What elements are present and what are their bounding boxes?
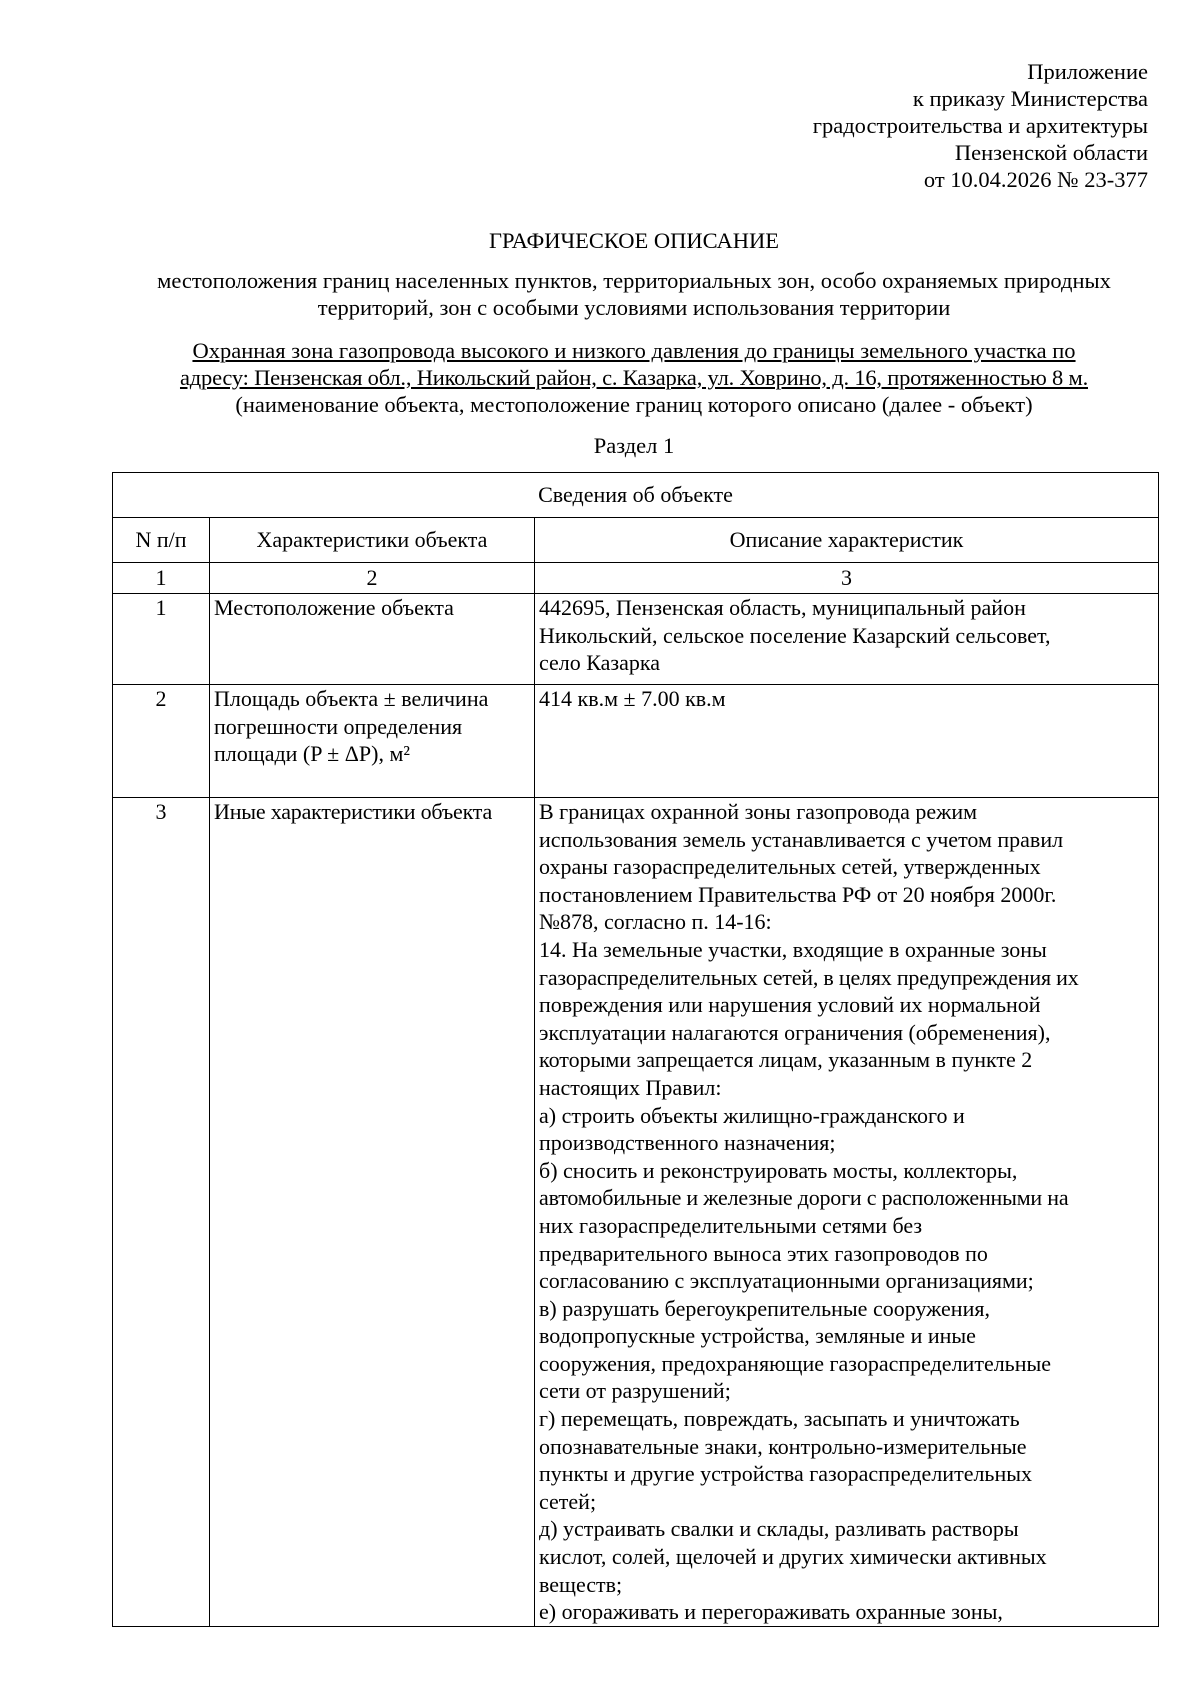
header-cell: N п/п: [113, 518, 210, 563]
object-info-table: [112, 472, 1159, 1627]
row-number: 2: [113, 685, 210, 798]
description-line: д) устраивать свалки и склады, разливать растворы: [539, 1516, 1019, 1542]
appendix-line: Приложение: [1027, 59, 1148, 84]
description-cell: [535, 685, 1159, 798]
appendix-block: [813, 58, 1148, 193]
description-cell: [535, 798, 1159, 1627]
description-line: предварительного выноса этих газопроводов по: [539, 1240, 988, 1266]
description-line: постановлением Правительства РФ от 20 ноября 2000г.: [539, 881, 1057, 907]
object-name-line: Охранная зона газопровода высокого и низкого давления до границы земельного участка по: [192, 338, 1076, 363]
characteristic-cell: [210, 685, 535, 798]
description-line: Никольский, сельское поселение Казарский сельсовет,: [539, 622, 1051, 648]
characteristic-cell: [210, 798, 535, 1627]
description-line: настоящих Правил:: [539, 1074, 722, 1100]
object-name-line: адресу: Пензенская обл., Никольский район, с. Казарка, ул. Ховрино, д. 16, протяженностью 8 м.: [179, 365, 1088, 390]
description-line: пункты и другие устройства газораспределительных: [539, 1461, 1033, 1487]
appendix-line: градостроительства и архитектуры: [812, 113, 1148, 138]
description-line: 414 кв.м ± 7.00 кв.м: [539, 686, 726, 711]
table-row: [113, 798, 1159, 1627]
description-line: которыми запрещается лицам, указанным в пункте 2: [539, 1047, 1033, 1073]
row-number: 1: [113, 594, 210, 685]
subtitle-line: местоположения границ населенных пунктов, территориальных зон, особо охраняемых природных: [157, 268, 1111, 293]
table-row: [113, 594, 1159, 685]
description-line: кислот, солей, щелочей и других химически активных: [539, 1544, 1047, 1570]
description-line: газораспределительных сетей, в целях предупреждения их: [539, 964, 1079, 990]
description-line: в) разрушать берегоукрепительные сооружения,: [539, 1295, 990, 1321]
document-subtitle: [110, 267, 1158, 321]
header-cell: Характеристики объекта: [210, 518, 535, 563]
description-line: производственного назначения;: [539, 1130, 836, 1156]
characteristic-line: Иные характеристики объекта: [214, 799, 493, 824]
characteristic-line: площади (P ± ΔP), м²: [214, 741, 410, 767]
appendix-line: Пензенской области: [954, 140, 1148, 165]
subtitle-line: территорий, зон с особыми условиями использования территории: [317, 295, 951, 320]
column-number-row: [113, 563, 1159, 594]
description-line: а) строить объекты жилищно-гражданского и: [539, 1102, 965, 1128]
characteristic-line: Местоположение объекта: [214, 595, 454, 620]
characteristic-line: погрешности определения: [214, 713, 463, 739]
column-number-cell: 2: [210, 563, 535, 594]
description-line: опознавательные знаки, контрольно-измерительные: [539, 1433, 1027, 1459]
table-row: [113, 685, 1159, 798]
description-line: е) огораживать и перегораживать охранные зоны,: [539, 1599, 1003, 1625]
description-line: согласованию с эксплуатационными организациями;: [539, 1268, 1034, 1294]
description-line: б) сносить и реконструировать мосты, коллекторы,: [539, 1157, 1018, 1183]
description-line: сетей;: [539, 1488, 597, 1514]
object-caption: (наименование объекта, местоположение границ которого описано (далее - объект): [235, 392, 1033, 417]
description-line: сети от разрушений;: [539, 1378, 731, 1404]
description-line: повреждения или нарушения условий их нормальной: [539, 992, 1041, 1018]
description-line: г) перемещать, повреждать, засыпать и уничтожать: [539, 1406, 1020, 1432]
characteristic-cell: [210, 594, 535, 685]
table-header-row: [113, 518, 1159, 563]
description-line: сооружения, предохраняющие газораспределительные: [539, 1350, 1052, 1376]
description-line: 442695, Пензенская область, муниципальный район: [539, 595, 1026, 620]
section-heading: Раздел 1: [593, 433, 675, 458]
description-line: эксплуатации налагаются ограничения (обременения),: [539, 1019, 1051, 1045]
appendix-line: к приказу Министерства: [912, 86, 1148, 111]
description-line: №878, согласно п. 14-16:: [539, 909, 772, 935]
description-line: автомобильные и железные дороги с расположенными на: [539, 1185, 1069, 1211]
column-number-cell: 3: [535, 563, 1159, 594]
description-line: В границах охранной зоны газопровода режим: [539, 799, 978, 824]
table-title-row: [113, 473, 1159, 518]
characteristic-line: Площадь объекта ± величина: [214, 686, 489, 711]
header-cell: Описание характеристик: [535, 518, 1159, 563]
row-number: 3: [113, 798, 210, 1627]
object-name: [110, 337, 1158, 391]
appendix-line: от 10.04.2026 № 23-377: [923, 167, 1148, 192]
description-line: них газораспределительными сетями без: [539, 1212, 923, 1238]
table-title: Сведения об объекте: [113, 473, 1159, 518]
description-line: охраны газораспределительных сетей, утвержденных: [539, 854, 1041, 880]
column-number-cell: 1: [113, 563, 210, 594]
description-cell: [535, 594, 1159, 685]
description-line: использования земель устанавливается с учетом правил: [539, 826, 1064, 852]
document-title: ГРАФИЧЕСКОЕ ОПИСАНИЕ: [488, 228, 780, 253]
description-line: село Казарка: [539, 650, 660, 676]
description-line: водопропускные устройства, земляные и иные: [539, 1323, 976, 1349]
description-line: веществ;: [539, 1571, 623, 1597]
description-line: 14. На земельные участки, входящие в охранные зоны: [539, 936, 1047, 962]
